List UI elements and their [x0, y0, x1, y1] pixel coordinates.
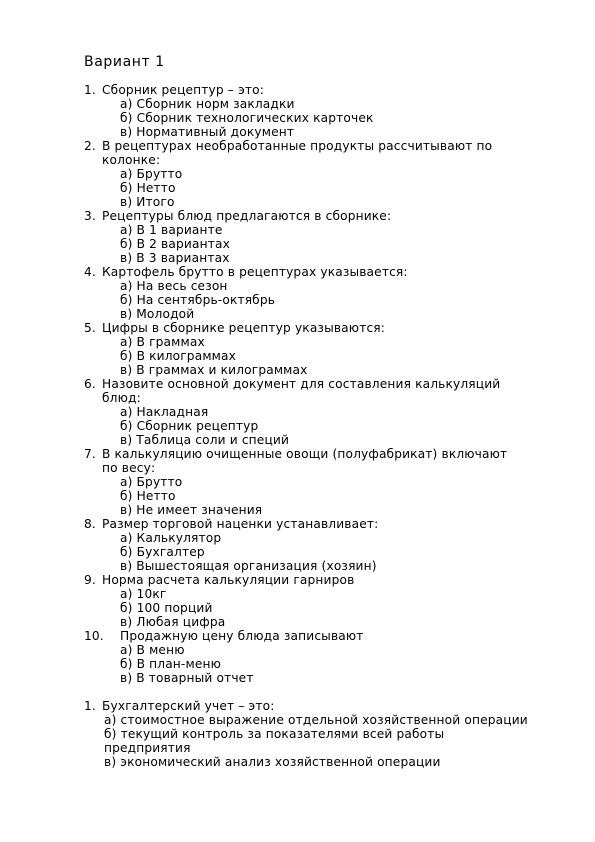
option: а) Брутто [120, 475, 183, 489]
option: б) Нетто [120, 181, 176, 195]
option: в) Итого [120, 195, 175, 209]
option: б) Сборник рецептур [120, 419, 259, 433]
question-text: Цифры в сборнике рецептур указываются: [102, 321, 386, 335]
question-10 [84, 629, 554, 643]
option: а) В меню [120, 643, 185, 657]
question-number: 8. [84, 517, 96, 531]
question-number: 7. [84, 447, 96, 461]
question-8 [84, 517, 554, 531]
option: в) Нормативный документ [120, 125, 295, 139]
question-text: Рецептуры блюд предлагаются в сборнике: [102, 209, 392, 223]
option: б) текущий контроль за показателями всей работы [104, 727, 445, 741]
question-number: 3. [84, 209, 96, 223]
option: а) На весь сезон [120, 279, 228, 293]
question-text: Норма расчета калькуляции гарниров [102, 573, 355, 587]
question-7 [84, 447, 554, 461]
question-number: 1. [84, 699, 96, 713]
question-number: 4. [84, 265, 96, 279]
question-text: В калькуляцию очищенные овощи (полуфабрикат) включают [102, 447, 508, 461]
question-number: 5. [84, 321, 96, 335]
question-9 [84, 573, 554, 587]
option: а) Калькулятор [120, 531, 222, 545]
option: а) Сборник норм закладки [120, 97, 295, 111]
question-number: 9. [84, 573, 96, 587]
option: а) В 1 варианте [120, 223, 223, 237]
question-number: 10. [84, 629, 104, 643]
option: а) Накладная [120, 405, 209, 419]
question-text: Продажную цену блюда записывают [120, 629, 364, 643]
question-3 [84, 209, 554, 223]
option: в) В товарный отчет [120, 671, 254, 685]
question-number: 6. [84, 377, 96, 391]
question-6 [84, 377, 554, 391]
option: б) Нетто [120, 489, 176, 503]
question-text-continued: блюд: [102, 391, 141, 405]
second-question-1 [84, 699, 554, 713]
option: а) В граммах [120, 335, 205, 349]
option: а) 10кг [120, 587, 167, 601]
question-text: Бухгалтерский учет – это: [102, 699, 275, 713]
option: б) На сентябрь-октябрь [120, 293, 276, 307]
option: б) В килограммах [120, 349, 236, 363]
option: б) Бухгалтер [120, 545, 205, 559]
question-number: 2. [84, 139, 96, 153]
option: б) Сборник технологических карточек [120, 111, 374, 125]
page-title: Вариант 1 [84, 54, 165, 70]
question-text: Размер торговой наценки устанавливает: [102, 517, 379, 531]
question-text: Назовите основной документ для составления калькуляций [102, 377, 501, 391]
question-4 [84, 265, 554, 279]
question-number: 1. [84, 83, 96, 97]
option: в) Молодой [120, 307, 195, 321]
question-text: В рецептурах необработанные продукты рассчитывают по [102, 139, 493, 153]
question-text-continued: по весу: [102, 461, 156, 475]
question-text: Сборник рецептур – это: [102, 83, 265, 97]
option: в) В 3 вариантах [120, 251, 230, 265]
option: в) В граммах и килограммах [120, 363, 308, 377]
option: в) экономический анализ хозяйственной операции [104, 755, 441, 769]
option: в) Любая цифра [120, 615, 226, 629]
question-text: Картофель брутто в рецептурах указывается: [102, 265, 408, 279]
question-1 [84, 83, 554, 97]
question-5 [84, 321, 554, 335]
option: б) В план-меню [120, 657, 221, 671]
option: а) Брутто [120, 167, 183, 181]
option: б) 100 порций [120, 601, 213, 615]
option: а) стоимостное выражение отдельной хозяйственной операции [104, 713, 528, 727]
option: б) В 2 вариантах [120, 237, 230, 251]
option: в) Не имеет значения [120, 503, 263, 517]
option: в) Таблица соли и специй [120, 433, 290, 447]
option-continued: предприятия [104, 741, 191, 755]
question-text-continued: колонке: [102, 153, 161, 167]
option: в) Вышестоящая организация (хозяин) [120, 559, 377, 573]
question-2 [84, 139, 554, 153]
